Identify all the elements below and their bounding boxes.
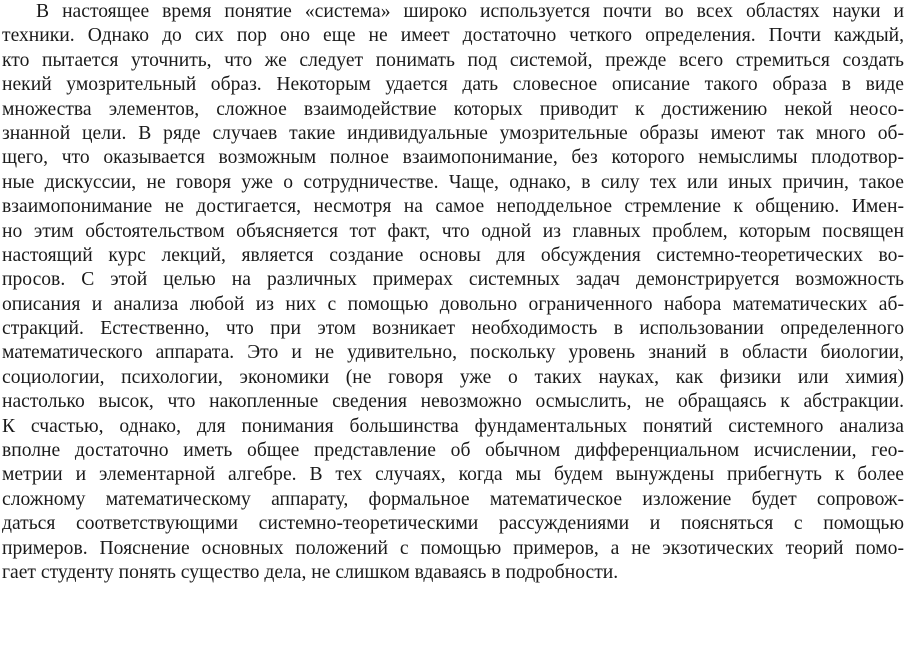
paragraph-line: просов. С этой целью на различных примерах системных задач демонстрируется возможность	[2, 269, 904, 291]
paragraph-line: некий умозрительный образ. Некоторым удается дать словесное описание такого образа в виде	[2, 74, 904, 96]
paragraph-line: взаимопонимание не достигается, несмотря на самое неподдельное стремление к общению. Имен-	[2, 196, 904, 218]
paragraph-line: даться соответствующими системно-теоретическими рассуждениями и поясняться с помощью	[2, 513, 904, 535]
paragraph-line: математического аппарата. Это и не удивительно, поскольку уровень знаний в области биологии,	[2, 342, 904, 364]
paragraph-line: социологии, психологии, экономики (не говоря уже о таких науках, как физики или химия)	[2, 366, 904, 388]
paragraph-line: кто пытается уточнить, что же следует понимать под системой, прежде всего стремиться создать	[2, 49, 904, 71]
paragraph-line: гает студенту понять существо дела, не слишком вдаваясь в подробности.	[2, 561, 619, 583]
paragraph-line: знанной цели. В ряде случаев такие индивидуальные умозрительные образы имеют так много об-	[2, 122, 904, 144]
paragraph-line: В настоящее время понятие «система» широко используется почти во всех областях науки и	[36, 1, 904, 22]
paragraph-line: множества элементов, сложное взаимодействие которых приводит к достижению некой неосо-	[2, 98, 904, 120]
body-paragraph	[2, 0, 904, 585]
paragraph-line: ные дискуссии, не говоря уже о сотрудничестве. Чаще, однако, в силу тех или иных причин, такое	[2, 171, 904, 193]
paragraph-line: описания и анализа любой из них с помощью довольно ограниченного набора математических аб-	[2, 293, 904, 315]
paragraph-line: настоящий курс лекций, является создание основы для обсуждения системно-теоретических во-	[2, 244, 904, 266]
paragraph-line: но этим обстоятельством объясняется тот факт, что одной из главных проблем, которым посвящен	[2, 220, 904, 242]
paragraph-line: настолько высок, что накопленные сведения невозможно осмыслить, не обращаясь к абстракции.	[2, 391, 904, 413]
paragraph-line: примеров. Пояснение основных положений с помощью примеров, а не экзотических теорий помо-	[2, 537, 904, 559]
paragraph-line: вполне достаточно иметь общее представление об обычном дифференциальном исчислении, гео-	[2, 440, 904, 462]
paragraph-line: щего, что оказывается возможным полное взаимопонимание, без которого немыслимы плодотвор-	[2, 147, 904, 169]
paragraph-line: техники. Однако до сих пор оно еще не имеет достаточно четкого определения. Почти каждый,	[2, 25, 904, 47]
paragraph-line: метрии и элементарной алгебре. В тех случаях, когда мы будем вынуждены прибегнуть к более	[2, 464, 904, 486]
paragraph-line: сложному математическому аппарату, формальное математическое изложение будет сопровож-	[2, 488, 904, 510]
paragraph-line: К счастью, однако, для понимания большинства фундаментальных понятий системного анализа	[2, 415, 904, 437]
paragraph-line: стракций. Естественно, что при этом возникает необходимость в использовании определенного	[2, 318, 904, 340]
